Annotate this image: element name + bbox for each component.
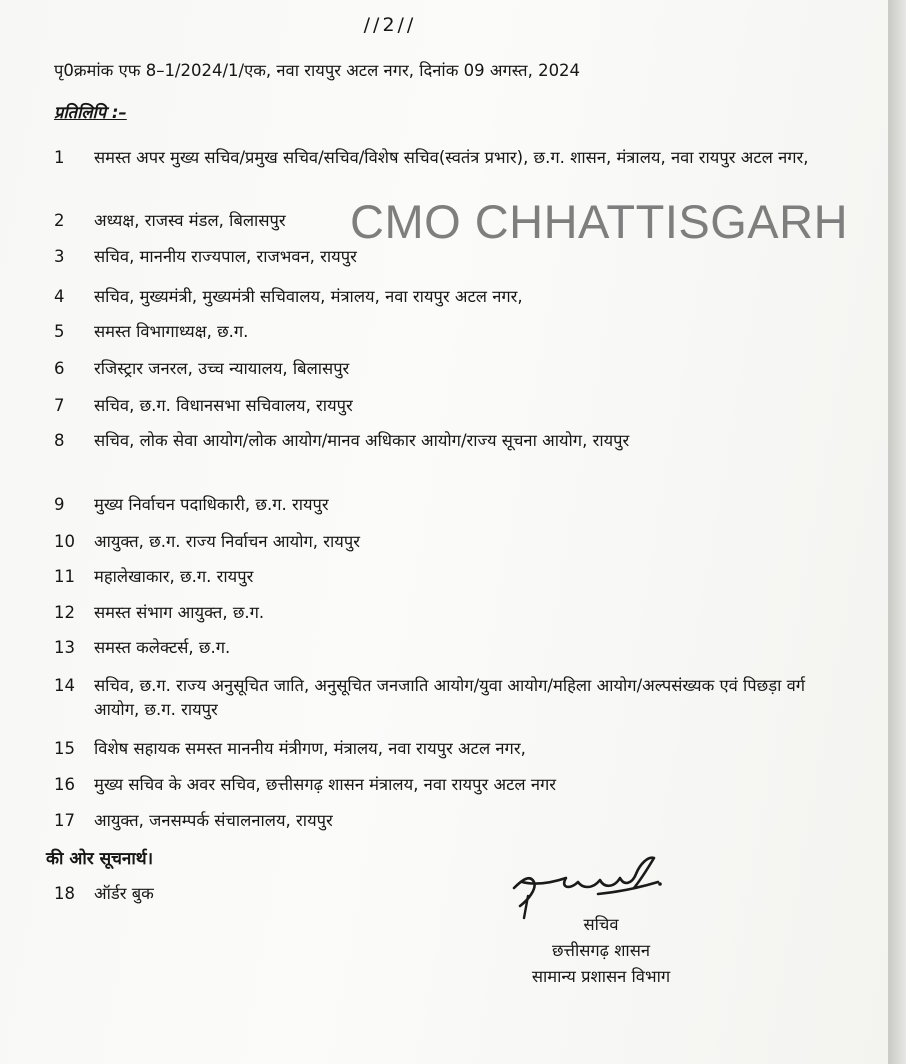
item-number: 4 <box>54 287 65 306</box>
item-number: 9 <box>54 495 65 514</box>
item-text: आयुक्त, जनसम्पर्क संचालनालय, रायपुर <box>94 811 333 830</box>
list-item <box>54 285 814 309</box>
item-text: मुख्य निर्वाचन पदाधिकारी, छ.ग. रायपुर <box>94 495 329 514</box>
item-text: अध्यक्ष, राजस्व मंडल, बिलासपुर <box>94 211 286 230</box>
list-item <box>54 809 814 833</box>
item-text: मुख्य सचिव के अवर सचिव, छत्तीसगढ़ शासन मंत्रालय, नवा रायपुर अटल नगर <box>94 775 557 794</box>
item-text: सचिव, लोक सेवा आयोग/लोक आयोग/मानव अधिकार आयोग/राज्य सूचना आयोग, रायपुर <box>94 431 630 450</box>
order-book-item <box>54 882 814 906</box>
item-text: आयुक्त, छ.ग. राज्य निर्वाचन आयोग, रायपुर <box>94 532 360 551</box>
list-item <box>54 394 814 418</box>
item-number: 13 <box>54 638 75 657</box>
list-item <box>54 320 814 344</box>
item-text: समस्त अपर मुख्य सचिव/प्रमुख सचिव/सचिव/विशेष सचिव(स्वतंत्र प्रभार), छ.ग. शासन, मंत्रालय, नवा रायपुर अटल नगर, <box>94 148 809 167</box>
item-number: 8 <box>54 431 65 450</box>
copy-heading: प्रतिलिपि :– <box>54 103 127 122</box>
item-number: 7 <box>54 396 65 415</box>
list-item <box>54 530 814 554</box>
reference-line: पृ0क्रमांक एफ 8–1/2024/1/एक, नवा रायपुर अटल नगर, दिनांक 09 अगस्त, 2024 <box>54 61 581 80</box>
list-item <box>54 146 814 170</box>
item-text: समस्त विभागाध्यक्ष, छ.ग. <box>94 322 249 341</box>
item-text: सचिव, मुख्यमंत्री, मुख्यमंत्री सचिवालय, मंत्रालय, नवा रायपुर अटल नगर, <box>94 287 523 306</box>
item-number: 1 <box>54 148 65 167</box>
item-text: महालेखाकार, छ.ग. रायपुर <box>94 567 254 586</box>
list-item <box>54 737 814 761</box>
item-text: ऑर्डर बुक <box>94 884 154 903</box>
item-number: 12 <box>54 603 75 622</box>
item-number: 10 <box>54 532 75 551</box>
item-number: 6 <box>54 359 65 378</box>
item-text: सचिव, माननीय राज्यपाल, राजभवन, रायपुर <box>94 247 357 266</box>
item-text: समस्त कलेक्टर्स, छ.ग. <box>94 638 231 657</box>
list-item <box>54 636 814 660</box>
list-item <box>54 565 814 589</box>
list-item <box>54 674 814 722</box>
page-edge-shadow <box>888 0 906 1064</box>
item-number: 5 <box>54 322 65 341</box>
item-number: 14 <box>54 676 75 695</box>
item-number: 17 <box>54 811 75 830</box>
item-number: 18 <box>54 884 75 903</box>
page-number: //2// <box>363 14 417 36</box>
item-text: समस्त संभाग आयुक्त, छ.ग. <box>94 603 265 622</box>
item-number: 2 <box>54 211 65 230</box>
signatory-government: छत्तीसगढ़ शासन <box>551 941 651 960</box>
list-item <box>54 429 814 453</box>
item-text: सचिव, छ.ग. विधानसभा सचिवालय, रायपुर <box>94 396 353 415</box>
signature-block <box>486 912 716 990</box>
item-number: 16 <box>54 775 75 794</box>
list-item <box>54 493 814 517</box>
list-item <box>54 773 814 797</box>
watermark: CMO CHHATTISGARH <box>350 195 849 248</box>
item-text: रजिस्ट्रार जनरल, उच्च न्यायालय, बिलासपुर <box>94 359 350 378</box>
signatory-designation: सचिव <box>583 915 619 934</box>
item-text: सचिव, छ.ग. राज्य अनुसूचित जाति, अनुसूचित जनजाति आयोग/युवा आयोग/महिला आयोग/अल्पसंख्यक एवं पिछड़ा वर्ग आयोग, छ.ग. रायपुर <box>94 676 806 719</box>
item-number: 15 <box>54 739 75 758</box>
item-number: 3 <box>54 247 65 266</box>
item-text: विशेष सहायक समस्त माननीय मंत्रीगण, मंत्रालय, नवा रायपुर अटल नगर, <box>94 739 526 758</box>
signatory-department: सामान्य प्रशासन विभाग <box>531 967 671 986</box>
closing-line: की ओर सूचनार्थ। <box>46 849 154 869</box>
list-item <box>54 601 814 625</box>
item-number: 11 <box>54 567 75 586</box>
list-item <box>54 357 814 381</box>
